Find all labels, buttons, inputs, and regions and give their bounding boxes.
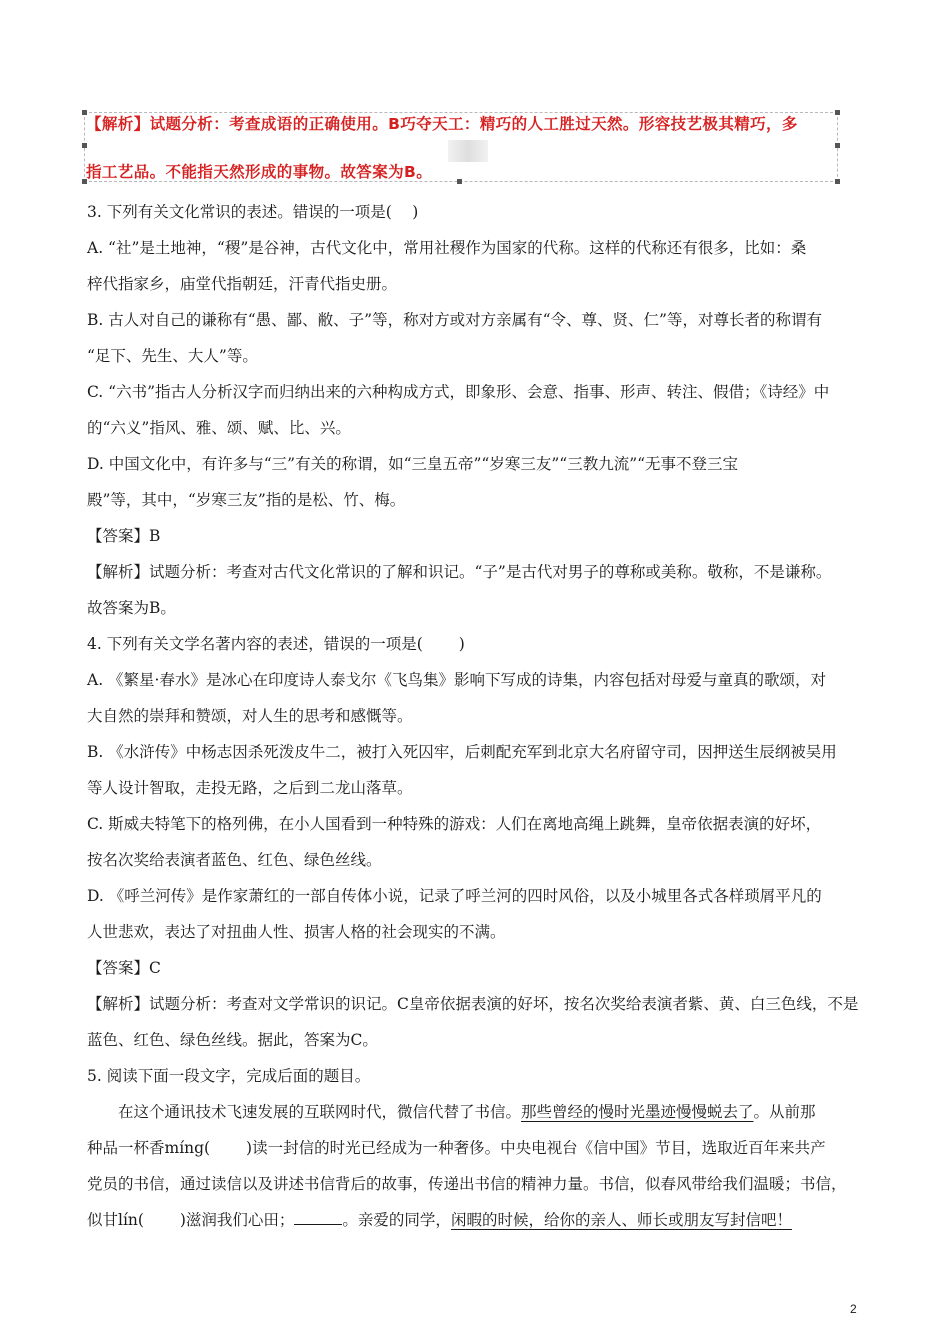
analysis-line-1: 【解析】试题分析：考查成语的正确使用。B巧夺天工：精巧的人工胜过天然。形容技艺极其精巧，多 — [86, 115, 798, 133]
q5-fill-blank[interactable] — [294, 1210, 342, 1225]
q5-text: 。亲爱的同学， — [342, 1211, 451, 1229]
q5-underlined-sentence: 闲暇的时候，给你的亲人、师长或朋友写封信吧！ — [450, 1211, 792, 1229]
q4-option-d-line1: D. 《呼兰河传》是作家萧红的一部自传体小说，记录了呼兰河的四时风俗，以及小城里各式各样琐屑平凡的 — [87, 887, 822, 905]
q5-paragraph-line2: 种品一杯香míng( )读一封信的时光已经成为一种奢侈。中央电视台《信中国》节目，选取近百年来共产 — [87, 1139, 826, 1157]
q5-text: 似甘lín( )滋润我们心田； — [87, 1211, 295, 1229]
q4-option-b-line2: 等人设计智取，走投无路，之后到二龙山落草。 — [87, 779, 413, 797]
q5-stem: 5. 阅读下面一段文字，完成后面的题目。 — [87, 1067, 371, 1085]
q4-option-c-line2: 按名次奖给表演者蓝色、红色、绿色丝线。 — [87, 851, 382, 869]
resize-handle-icon[interactable] — [82, 143, 87, 148]
q3-answer: 【答案】B — [87, 527, 161, 545]
q3-explanation-line1: 【解析】试题分析：考查对古代文化常识的了解和识记。“子”是古代对男子的尊称或美称。敬称，不是谦称。 — [87, 563, 832, 581]
q3-explanation-line2: 故答案为B。 — [87, 599, 176, 617]
q3-option-a-line2: 梓代指家乡，庙堂代指朝廷，汗青代指史册。 — [87, 275, 398, 293]
q4-option-c-line1: C. 斯威夫特笔下的格列佛，在小人国看到一种特殊的游戏：人们在离地高绳上跳舞，皇帝依据表演的好坏， — [87, 815, 822, 833]
q3-option-d-line1: D. 中国文化中，有许多与“三”有关的称谓，如“三皇五帝”“岁寒三友”“三教九流”“无事不登三宝 — [87, 455, 739, 473]
page-number: 2 — [850, 1302, 857, 1316]
resize-handle-icon[interactable] — [835, 143, 840, 148]
q5-text: 。从前那 — [753, 1103, 816, 1121]
watermark-blur — [448, 140, 488, 162]
resize-handle-icon[interactable] — [835, 179, 840, 184]
q4-explanation-line1: 【解析】试题分析：考查对文学常识的识记。C皇帝依据表演的好坏，按名次奖给表演者紫、黄、白三色线，不是 — [87, 995, 859, 1013]
q3-option-b-line1: B. 古人对自己的谦称有“愚、鄙、敝、子”等，称对方或对方亲属有“令、尊、贤、仁”等，对尊长者的称谓有 — [87, 311, 822, 329]
q3-option-c-line1: C. “六书”指古人分析汉字而归纳出来的六种构成方式，即象形、会意、指事、形声、转注、假借；《诗经》中 — [87, 383, 830, 401]
q3-option-d-line2: 殿”等，其中，“岁寒三友”指的是松、竹、梅。 — [87, 491, 406, 509]
q5-paragraph-line3: 党员的书信，通过读信以及讲述书信背后的故事，传递出书信的精神力量。书信，似春风带给我们温暖；书信， — [87, 1175, 847, 1193]
q4-explanation-line2: 蓝色、红色、绿色丝线。据此，答案为C。 — [87, 1031, 378, 1049]
q3-option-b-line2: “足下、先生、大人”等。 — [87, 347, 258, 365]
q5-paragraph-line1 — [87, 1100, 816, 1122]
resize-handle-icon[interactable] — [835, 110, 840, 115]
q4-option-a-line2: 大自然的崇拜和赞颂，对人生的思考和感慨等。 — [87, 707, 413, 725]
q4-option-d-line2: 人世悲欢，表达了对扭曲人性、损害人格的社会现实的不满。 — [87, 923, 506, 941]
q4-option-b-line1: B. 《水浒传》中杨志因杀死泼皮牛二，被打入死囚牢，后刺配充军到北京大名府留守司，因押送生辰纲被吴用 — [87, 743, 837, 761]
q5-underlined-sentence: 那些曾经的慢时光墨迹慢慢蜕去了 — [521, 1103, 754, 1121]
q4-answer: 【答案】C — [87, 959, 161, 977]
q3-option-c-line2: 的“六义”指风、雅、颂、赋、比、兴。 — [87, 419, 351, 437]
q5-paragraph-line4 — [87, 1208, 792, 1230]
analysis-line-2: 指工艺品。不能指天然形成的事物。故答案为B。 — [86, 163, 433, 181]
resize-handle-icon[interactable] — [457, 179, 462, 184]
q3-option-a-line1: A. “社”是土地神，“稷”是谷神，古代文化中，常用社稷作为国家的代称。这样的代称还有很多，比如：桑 — [87, 239, 807, 257]
q4-option-a-line1: A. 《繁星·春水》是冰心在印度诗人泰戈尔《飞鸟集》影响下写成的诗集，内容包括对母爱与童真的歌颂，对 — [87, 671, 826, 689]
q4-stem: 4. 下列有关文学名著内容的表述，错误的一项是( ) — [87, 635, 465, 653]
q3-stem: 3. 下列有关文化常识的表述。错误的一项是( ) — [87, 203, 419, 221]
q5-text: 在这个通讯技术飞速发展的互联网时代，微信代替了书信。 — [87, 1103, 522, 1121]
